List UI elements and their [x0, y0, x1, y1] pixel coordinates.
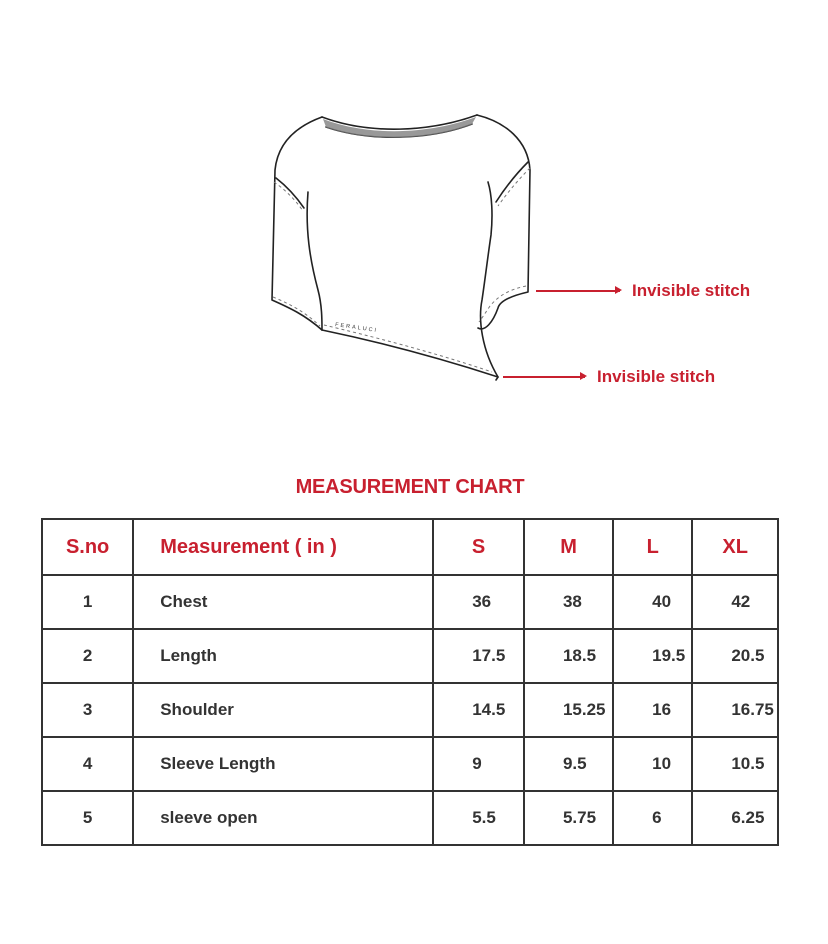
cell-xl: 16.75: [692, 683, 778, 737]
brand-mark: FERALUCI: [334, 322, 379, 334]
cell-l: 40: [613, 575, 692, 629]
measurement-table: [41, 518, 779, 846]
table-row: [42, 683, 778, 737]
header-size-xl: XL: [692, 519, 778, 575]
cell-m: 9.5: [524, 737, 613, 791]
cell-l: 6: [613, 791, 692, 845]
annotation-sleeve-stitch: [536, 281, 750, 301]
cell-measurement: Shoulder: [133, 683, 433, 737]
cell-m: 5.75: [524, 791, 613, 845]
annotation-label: Invisible stitch: [597, 367, 716, 386]
cell-xl: 20.5: [692, 629, 778, 683]
measurement-chart-title: MEASUREMENT CHART: [295, 476, 525, 498]
cell-l: 10: [613, 737, 692, 791]
cell-s: 5.5: [433, 791, 524, 845]
cell-sno: 1: [42, 575, 133, 629]
cell-l: 19.5: [613, 629, 692, 683]
header-size-s: S: [433, 519, 524, 575]
cell-xl: 10.5: [692, 737, 778, 791]
cell-m: 15.25: [524, 683, 613, 737]
cell-xl: 42: [692, 575, 778, 629]
garment-illustration: [260, 100, 560, 400]
header-size-l: L: [613, 519, 692, 575]
cell-s: 14.5: [433, 683, 524, 737]
cell-sno: 2: [42, 629, 133, 683]
cell-measurement: Sleeve Length: [133, 737, 433, 791]
cell-s: 17.5: [433, 629, 524, 683]
cell-xl: 6.25: [692, 791, 778, 845]
cell-measurement: Chest: [133, 575, 433, 629]
cell-m: 18.5: [524, 629, 613, 683]
header-size-m: M: [524, 519, 613, 575]
annotation-label: Invisible stitch: [632, 281, 751, 300]
cell-s: 36: [433, 575, 524, 629]
cell-s: 9: [433, 737, 524, 791]
cell-measurement: Length: [133, 629, 433, 683]
table-header-row: [42, 519, 778, 575]
table-row: [42, 629, 778, 683]
arrow-right-icon: [536, 290, 620, 292]
arrow-right-icon: [503, 376, 585, 378]
table-row: [42, 737, 778, 791]
header-sno: S.no: [42, 519, 133, 575]
cell-m: 38: [524, 575, 613, 629]
table-row: [42, 791, 778, 845]
header-measurement: Measurement ( in ): [133, 519, 433, 575]
cell-sno: 3: [42, 683, 133, 737]
annotation-hem-stitch: [503, 367, 715, 387]
cell-sno: 5: [42, 791, 133, 845]
cell-l: 16: [613, 683, 692, 737]
cell-sno: 4: [42, 737, 133, 791]
table-row: [42, 575, 778, 629]
cell-measurement: sleeve open: [133, 791, 433, 845]
